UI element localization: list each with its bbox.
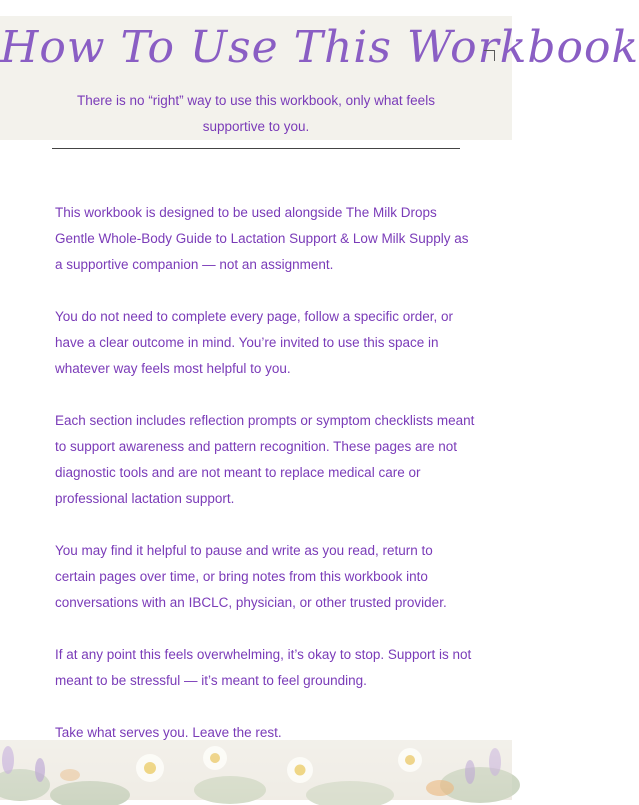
page-subtitle: There is no “right” way to use this workbook, only what feels supportive to you. <box>77 93 435 134</box>
page-title: How To Use This Workbook <box>0 22 639 73</box>
paragraph-write: You may find it helpful to pause and write as you read, return to certain pages over time, or bring notes from this workbook into conversations with an IBCLC, physician, or other trusted provider. <box>55 543 447 610</box>
paragraph-sections: Each section includes reflection prompts or symptom checklists meant to support awareness and pattern recognition. These pages are not diagnostic tools and are not meant to replace medical care or professional lactation support. <box>55 413 475 506</box>
floral-footer-image <box>0 740 512 800</box>
corner-mark-icon <box>484 50 495 61</box>
body-text <box>55 200 475 772</box>
paragraph-overwhelm: If at any point this feels overwhelming, it’s okay to stop. Support is not meant to be stressful — it’s meant to feel grounding. <box>55 647 472 688</box>
top-strip <box>0 0 512 16</box>
paragraph-intro: This workbook is designed to be used alongside The Milk Drops Gentle Whole-Body Guide to Lactation Support & Low Milk Supply as a supportive companion — not an assignment. <box>55 205 469 272</box>
title-divider <box>52 148 460 149</box>
paragraph-closing: Take what serves you. Leave the rest. <box>55 725 282 740</box>
paragraph-no-order: You do not need to complete every page, follow a specific order, or have a clear outcome in mind. You’re invited to use this space in whatever way feels most helpful to you. <box>55 309 453 376</box>
floral-footer-illustration <box>0 740 512 800</box>
